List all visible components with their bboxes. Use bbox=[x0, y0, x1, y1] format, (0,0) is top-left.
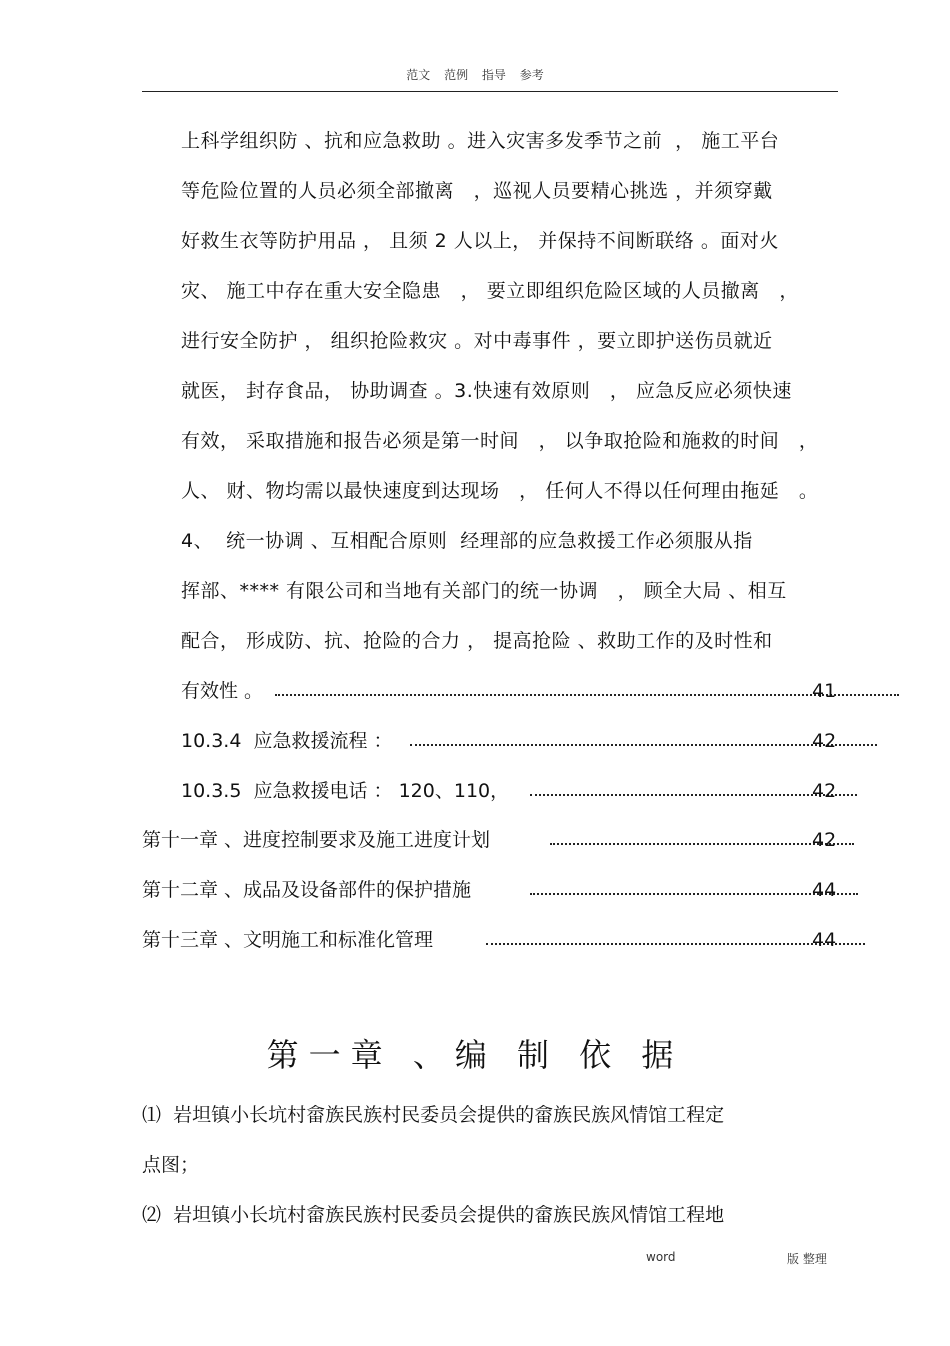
paragraph-line: 有效， 采取措施和报告必须是第一时间 ， 以争取抢险和施救的时间 ， bbox=[181, 430, 819, 452]
paragraph-line: 进行安全防护 ， 组织抢险救灾 。对中毒事件 ，要立即护送伤员就近 bbox=[181, 330, 773, 352]
toc-page-number: 41 bbox=[812, 680, 837, 702]
header-item: 范文 bbox=[406, 68, 431, 82]
toc-leader-dots bbox=[275, 694, 899, 696]
toc-leader-dots bbox=[410, 744, 877, 746]
toc-entry-text: 第十二章 、成品及设备部件的保护措施 bbox=[142, 879, 472, 901]
paragraph-line: 上科学组织防 、抗和应急救助 。进入灾害多发季节之前 ， 施工平台 bbox=[181, 130, 780, 152]
toc-page-number: 44 bbox=[812, 929, 837, 951]
toc-leader-dots bbox=[530, 893, 858, 895]
toc-entry-text: 10.3.5 应急救援电话 ： 120、110， bbox=[181, 780, 510, 802]
header-divider bbox=[142, 91, 838, 92]
header-item: 范例 bbox=[444, 68, 469, 82]
toc-leader-dots bbox=[550, 843, 854, 845]
toc-entry-text: 第十三章 、文明施工和标准化管理 bbox=[142, 929, 434, 951]
toc-entry-text: 有效性 。 bbox=[181, 680, 264, 702]
paragraph-line: 配合， 形成防、抗、抢险的合力 ， 提高抢险 、救助工作的及时性和 bbox=[181, 630, 773, 652]
paragraph-line: 好救生衣等防护用品 ， 且须 2 人以上， 并保持不间断联络 。面对火 bbox=[181, 230, 779, 252]
toc-leader-dots bbox=[486, 943, 865, 945]
paragraph-line: 等危险位置的人员必须全部撤离 ，巡视人员要精心挑选 ，并须穿戴 bbox=[181, 180, 773, 202]
paragraph-line: 就医， 封存食品， 协助调查 。3.快速有效原则 ， 应急反应必须快速 bbox=[181, 380, 792, 402]
basis-item-line: 点图； bbox=[142, 1154, 200, 1176]
toc-page-number: 42 bbox=[812, 829, 837, 851]
paragraph-line: 4、 统一协调 、互相配合原则 经理部的应急救援工作必须服从指 bbox=[181, 530, 753, 552]
chapter-title: 第一章 、编 制 依 据 bbox=[266, 1036, 684, 1074]
paragraph-line: 挥部、**** 有限公司和当地有关部门的统一协调 ， 顾全大局 、相互 bbox=[181, 580, 787, 602]
toc-page-number: 42 bbox=[812, 730, 837, 752]
footer-left: word bbox=[646, 1250, 676, 1264]
header-item: 指导 bbox=[481, 68, 506, 82]
toc-entry-text: 10.3.4 应急救援流程 ： bbox=[181, 730, 393, 752]
paragraph-line: 人、 财、物均需以最快速度到达现场 ， 任何人不得以任何理由拖延 。 bbox=[181, 480, 819, 502]
header-item: 参考 bbox=[519, 68, 544, 82]
paragraph-line: 灾、 施工中存在重大安全隐患 ， 要立即组织危险区域的人员撤离 ， bbox=[181, 280, 799, 302]
footer-right: 版 整理 bbox=[787, 1252, 827, 1266]
basis-item-line: ⑴ 岩坦镇小长坑村畲族民族村民委员会提供的畲族民族风情馆工程定 bbox=[142, 1104, 725, 1126]
toc-page-number: 44 bbox=[812, 879, 837, 901]
basis-item-line: ⑵ 岩坦镇小长坑村畲族民族村民委员会提供的畲族民族风情馆工程地 bbox=[142, 1204, 725, 1226]
page-header bbox=[0, 66, 950, 83]
toc-entry-text: 第十一章 、进度控制要求及施工进度计划 bbox=[142, 829, 491, 851]
toc-page-number: 42 bbox=[812, 780, 837, 802]
toc-leader-dots bbox=[530, 794, 857, 796]
